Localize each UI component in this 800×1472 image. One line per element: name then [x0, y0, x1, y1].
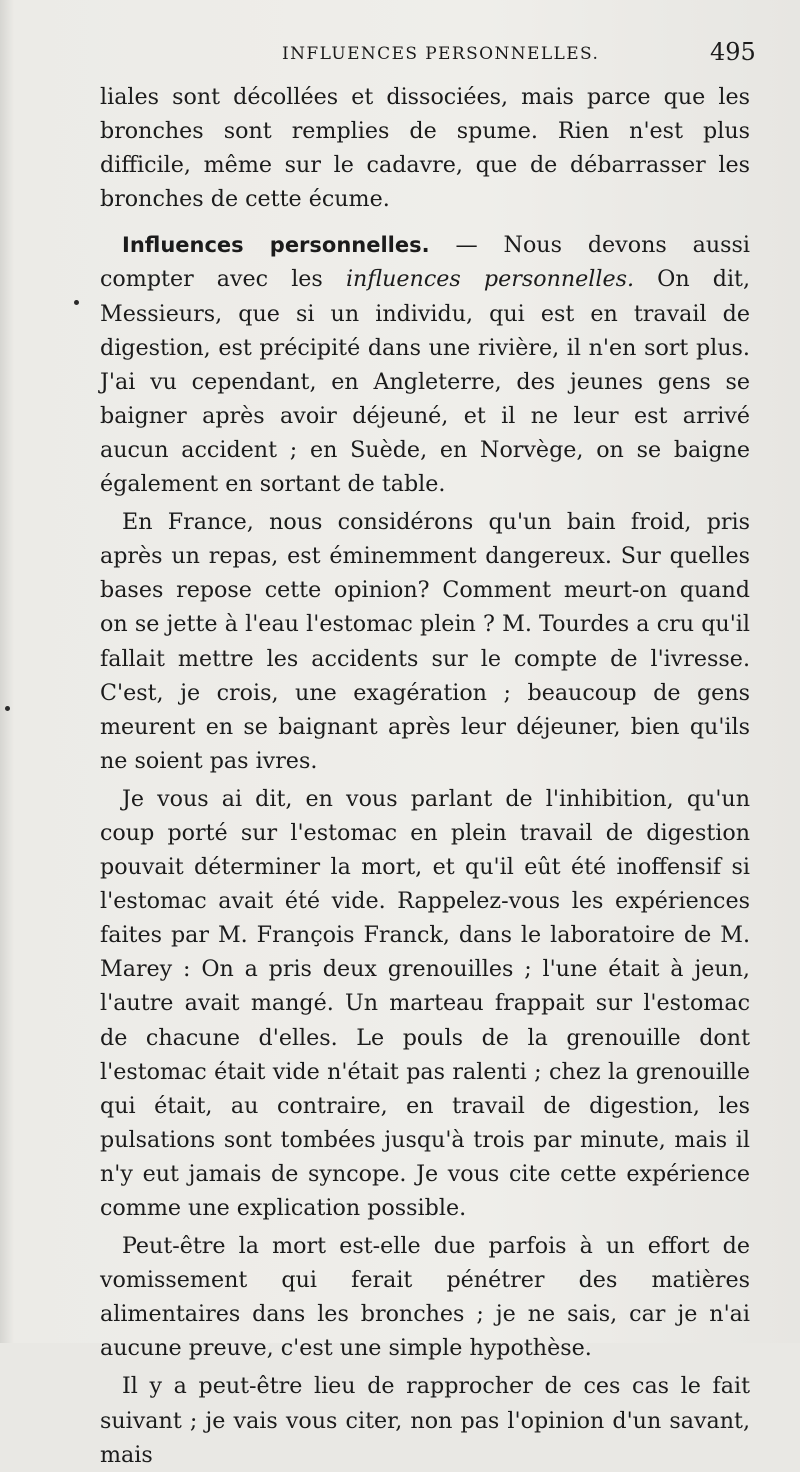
- paragraph-4: [100, 782, 750, 1225]
- paragraph-6: [100, 1369, 750, 1471]
- paragraph-2-text: On dit, Messieurs, que si un individu, qui est en travail de digestion, est précipité dans une rivière, il n'en sort plus. J'ai vu cependant, en Angleterre, des jeunes gens se baigner après avoir déjeuné, et il ne leur est arrivé aucun accident ; en Suède, en Norvège, on se baigne également en sortant de table.: [100, 266, 751, 498]
- paragraph-5-text: Peut-être la mort est-elle due parfois à un effort de vomissement qui ferait pénétrer des matières alimentaires dans les bronches ; je ne sais, car je n'ai aucune preuve, c'est une simple hypothèse.: [100, 1233, 750, 1362]
- paragraph-5: [100, 1229, 750, 1365]
- paragraph-2: [100, 228, 750, 501]
- print-speck: [5, 706, 10, 711]
- paragraph-6-text: Il y a peut-être lieu de rapprocher de ces cas le fait suivant ; je vais vous citer, non pas l'opinion d'un savant, mais: [100, 1373, 750, 1468]
- paragraph-1: [100, 80, 750, 216]
- paragraph-1-text: liales sont décollées et dissociées, mais parce que les bronches sont remplies de spume. Rien n'est plus difficile, même sur le cadavre, que de débarrasser les bronches de cette écume.: [100, 84, 750, 213]
- paragraph-3-text: En France, nous considérons qu'un bain froid, pris après un repas, est éminemment dangereux. Sur quelles bases repose cette opinion? Comment meurt-on quand on se jette à l'eau l'estomac plein ? M. Tourdes a cru qu'il fallait mettre les accidents sur le compte de l'ivresse. C'est, je crois, une exagération ; beaucoup de gens meurent en se baignant après leur déjeuner, bien qu'ils ne soient pas ivres.: [100, 509, 750, 774]
- paragraph-2-emphasis: influences personnelles.: [345, 266, 635, 293]
- paragraph-4-text: Je vous ai dit, en vous parlant de l'inhibition, qu'un coup porté sur l'estomac en plein travail de digestion pouvait déterminer la mort, et qu'il eût été inoffensif si l'estomac avait été vide. Rappelez-vous les expériences faites par M. François Franck, dans le laboratoire de M. Marey : On a pris deux grenouilles ; l'une était à jeun, l'autre avait mangé. Un marteau frappait sur l'estomac de chacune d'elles. Le pouls de la grenouille dont l'estomac était vide n'était pas ralenti ; chez la grenouille qui était, au contraire, en travail de digestion, les pulsations sont tombées jusqu'à trois par minute, mais il n'y eut jamais de syncope. Je vous cite cette expérience comme une explication possible.: [100, 785, 750, 1221]
- body-text: [100, 80, 750, 1472]
- running-title: INFLUENCES PERSONNELLES.: [282, 44, 600, 64]
- print-speck: [74, 300, 79, 305]
- running-head: [0, 38, 800, 72]
- section-heading: Influences personnelles.: [122, 233, 430, 258]
- page-number: 495: [710, 38, 756, 66]
- paragraph-2-intro: — Nous devons aussi compter avec les: [100, 232, 750, 293]
- paragraph-3: [100, 505, 750, 778]
